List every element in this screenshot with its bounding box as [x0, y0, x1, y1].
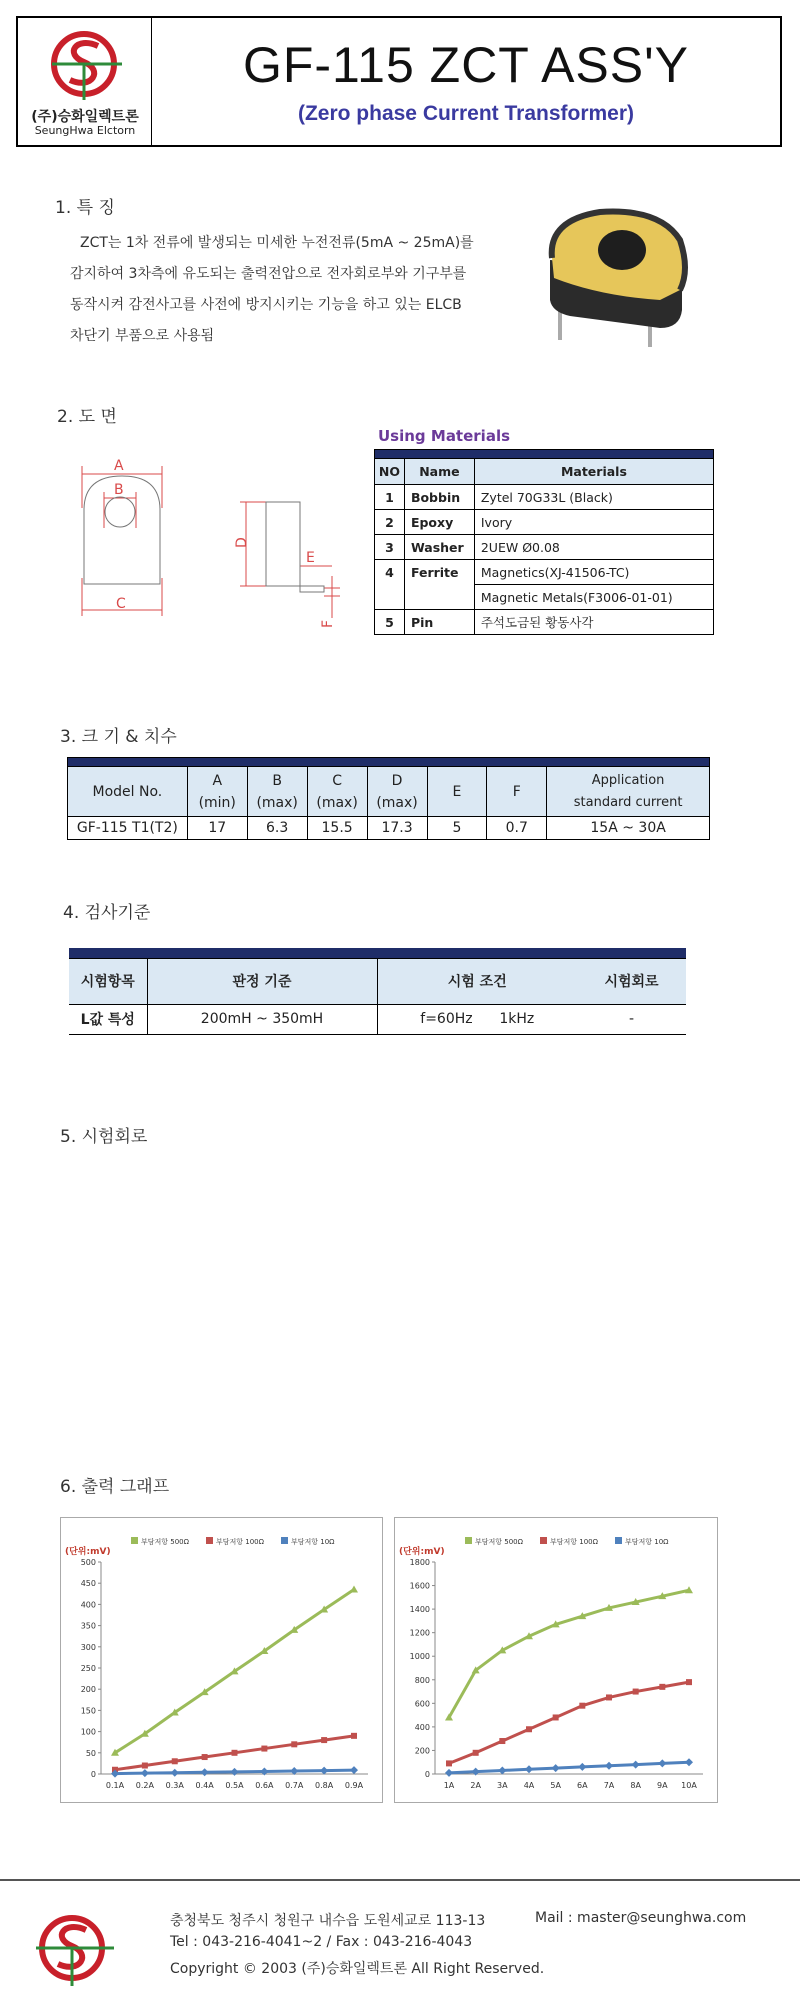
header-top: B — [272, 772, 282, 789]
series-line — [449, 1682, 689, 1763]
page-title: GF-115 ZCT ASS'Y — [242, 37, 690, 93]
x-tick-label: 10A — [681, 1781, 697, 1790]
cell: 2 — [375, 510, 405, 535]
section-title-inspection: 4. 검사기준 — [63, 903, 151, 923]
section-title-test-circuit: 5. 시험회로 — [60, 1127, 148, 1147]
cell: f=60Hz 1kHz — [377, 1004, 577, 1034]
column-header — [307, 767, 367, 817]
legend-swatch — [131, 1537, 138, 1544]
column-header: 시험항목 — [69, 958, 147, 1004]
cell: Ivory — [474, 510, 713, 535]
data-point — [632, 1761, 640, 1769]
features-line: 동작시켜 감전사고를 사전에 방지시키는 기능을 하고 있는 ELCB — [70, 297, 462, 313]
company-logo-icon — [46, 24, 126, 104]
table-row — [375, 535, 714, 560]
column-header — [187, 767, 247, 817]
features-line: ZCT는 1차 전류에 발생되는 미세한 누전전류(5mA ~ 25mA)를 — [80, 235, 474, 251]
y-tick-label: 800 — [414, 1675, 430, 1685]
chart-svg — [61, 1518, 382, 1802]
table-header-bar — [69, 948, 686, 958]
footer-copyright: Copyright © 2003 (주)승화일렉트론 All Right Reserved. — [170, 1961, 545, 1977]
section-title-features: 1. 특 징 — [55, 198, 115, 218]
data-point — [172, 1758, 178, 1764]
x-tick-label: 1A — [443, 1781, 455, 1790]
x-tick-label: 0.9A — [344, 1781, 364, 1790]
dimension-drawing — [70, 448, 360, 638]
data-point — [525, 1765, 533, 1773]
company-name-en: SeungHwa Elctorn — [34, 124, 136, 137]
dim-label-a: A — [114, 458, 124, 474]
data-point — [605, 1762, 613, 1770]
cell: Washer — [404, 535, 474, 560]
cell: Magnetic Metals(F3006-01-01) — [474, 585, 713, 610]
y-tick-label: 400 — [80, 1600, 96, 1610]
cell: 5 — [427, 817, 487, 840]
chart-unit-label: (단위:mV) — [399, 1547, 445, 1557]
x-tick-label: 6A — [577, 1781, 588, 1790]
x-tick-label: 0.8A — [315, 1781, 334, 1790]
data-point — [261, 1746, 267, 1752]
y-tick-label: 400 — [414, 1722, 430, 1732]
x-tick-label: 3A — [497, 1781, 508, 1790]
data-point — [350, 1766, 358, 1774]
data-point — [202, 1754, 208, 1760]
x-tick-label: 4A — [523, 1781, 535, 1790]
data-point — [291, 1741, 297, 1747]
data-point — [141, 1769, 149, 1777]
cell: Bobbin — [404, 485, 474, 510]
table-header-row — [68, 767, 710, 817]
cell: 15.5 — [307, 817, 367, 840]
header-top: Model No. — [92, 783, 163, 800]
cell: Epoxy — [404, 510, 474, 535]
data-point — [578, 1763, 586, 1771]
table-row — [375, 560, 714, 585]
y-tick-label: 200 — [414, 1746, 430, 1756]
legend-swatch — [465, 1537, 472, 1544]
x-tick-label: 2A — [470, 1781, 481, 1790]
data-point — [499, 1738, 505, 1744]
footer-mail-link[interactable]: Mail : master@seunghwa.com — [535, 1910, 747, 1926]
data-point — [201, 1768, 209, 1776]
data-point — [606, 1694, 612, 1700]
cell: 17.3 — [367, 817, 427, 840]
cell — [375, 585, 405, 610]
y-tick-label: 600 — [414, 1699, 430, 1709]
header-top: F — [512, 783, 521, 800]
data-point — [579, 1703, 585, 1709]
x-tick-label: 9A — [657, 1781, 668, 1790]
header-top: E — [452, 783, 462, 800]
chart-svg — [395, 1518, 717, 1802]
y-tick-label: 200 — [80, 1685, 96, 1695]
header-top: Application — [591, 772, 665, 788]
x-tick-label: 8A — [630, 1781, 641, 1790]
section-title-drawing: 2. 도 면 — [57, 407, 117, 427]
cell: 200mH ~ 350mH — [147, 1004, 377, 1034]
data-point — [320, 1767, 328, 1775]
dim-label-d: D — [234, 537, 250, 548]
table-header-row — [375, 459, 714, 485]
y-tick-label: 1600 — [409, 1581, 430, 1591]
data-point — [171, 1769, 179, 1777]
legend-swatch — [540, 1537, 547, 1544]
data-point — [498, 1766, 506, 1774]
data-point — [446, 1760, 452, 1766]
output-chart-low-current — [60, 1517, 383, 1803]
features-line: 차단기 부품으로 사용됨 — [70, 328, 215, 344]
materials-table — [374, 449, 714, 635]
column-header — [367, 767, 427, 817]
table-header-row — [69, 958, 686, 1004]
header-bottom: standard current — [573, 794, 683, 810]
y-tick-label: 250 — [80, 1664, 96, 1673]
legend-swatch — [281, 1537, 288, 1544]
x-tick-label: 7A — [603, 1781, 615, 1790]
cell: 17 — [187, 817, 247, 840]
y-tick-label: 100 — [80, 1727, 96, 1737]
column-header — [68, 767, 188, 817]
y-tick-label: 1400 — [409, 1605, 430, 1615]
column-header: 시험 조건 — [377, 958, 577, 1004]
legend-swatch — [206, 1537, 213, 1544]
table-row — [69, 1004, 686, 1034]
column-header: 판정 기준 — [147, 958, 377, 1004]
data-point — [232, 1750, 238, 1756]
cell: 15A ~ 30A — [547, 817, 710, 840]
cell: 주석도금된 황동사각 — [474, 610, 713, 635]
data-point — [685, 1758, 693, 1766]
y-tick-label: 350 — [80, 1621, 96, 1631]
data-point — [526, 1726, 532, 1732]
legend-entry: 부담저항 10Ω — [625, 1538, 669, 1546]
legend-entry: 부담저항 100Ω — [550, 1538, 598, 1546]
footer-divider — [0, 1879, 800, 1881]
y-tick-label: 450 — [80, 1579, 96, 1589]
data-point — [633, 1689, 639, 1695]
dimensions-table — [67, 757, 710, 840]
column-header — [427, 767, 487, 817]
y-tick-label: 500 — [80, 1558, 96, 1567]
cell: 0.7 — [487, 817, 547, 840]
column-header: 시험회로 — [577, 958, 686, 1004]
section-title-output-graph: 6. 출력 그래프 — [60, 1477, 170, 1497]
cell: 4 — [375, 560, 405, 585]
data-point — [142, 1763, 148, 1769]
materials-caption: Using Materials — [378, 427, 511, 445]
column-header: NO — [375, 459, 405, 485]
logo-cell — [18, 18, 152, 145]
y-tick-label: 300 — [80, 1642, 96, 1652]
header-bottom: (max) — [376, 794, 418, 811]
cell: 5 — [375, 610, 405, 635]
header-bottom: (min) — [198, 794, 236, 811]
data-point — [659, 1684, 665, 1690]
cell: 3 — [375, 535, 405, 560]
footer-address: 충청북도 청주시 청원구 내수읍 도원세교로 113-13 — [170, 1913, 486, 1929]
column-header — [247, 767, 307, 817]
cell: 6.3 — [247, 817, 307, 840]
table-header-bar — [68, 758, 710, 767]
cell: Zytel 70G33L (Black) — [474, 485, 713, 510]
cell: Pin — [404, 610, 474, 635]
inspection-table — [69, 948, 686, 1035]
data-point — [321, 1737, 327, 1743]
data-point — [231, 1768, 239, 1776]
column-header: Materials — [474, 459, 713, 485]
x-tick-label: 0.5A — [225, 1781, 244, 1790]
table-row — [375, 510, 714, 535]
dim-label-b: B — [114, 482, 124, 498]
y-tick-label: 150 — [80, 1706, 96, 1716]
x-tick-label: 5A — [550, 1781, 561, 1790]
section-title-dimensions: 3. 크 기 & 치수 — [60, 727, 177, 747]
table-header-bar — [375, 450, 714, 459]
column-header — [547, 767, 710, 817]
column-header: Name — [404, 459, 474, 485]
legend-entry: 부담저항 10Ω — [291, 1538, 335, 1546]
x-tick-label: 0.3A — [165, 1781, 184, 1790]
y-tick-label: 1000 — [409, 1652, 430, 1662]
cell: Ferrite — [404, 560, 474, 585]
features-line: 감지하여 3차측에 유도되는 출력전압으로 전자회로부와 기구부를 — [70, 266, 467, 282]
y-tick-label: 0 — [424, 1770, 430, 1779]
chart-unit-label: (단위:mV) — [65, 1547, 111, 1557]
product-photo — [540, 200, 690, 350]
header-top: D — [391, 772, 403, 789]
x-tick-label: 0.2A — [135, 1781, 154, 1790]
cell: L값 특성 — [69, 1004, 147, 1034]
y-tick-label: 1200 — [409, 1628, 430, 1638]
footer-logo-icon — [30, 1908, 116, 1988]
legend-entry: 부담저항 100Ω — [216, 1538, 264, 1546]
data-point — [686, 1679, 692, 1685]
data-point — [445, 1769, 453, 1777]
cell: - — [577, 1004, 686, 1034]
y-tick-label: 1800 — [409, 1558, 430, 1567]
y-tick-label: 50 — [85, 1748, 96, 1758]
header-top: A — [212, 772, 223, 789]
table-row — [375, 585, 714, 610]
legend-swatch — [615, 1537, 622, 1544]
data-point — [553, 1714, 559, 1720]
cell: GF-115 T1(T2) — [68, 817, 188, 840]
dim-label-e: E — [306, 550, 315, 566]
x-tick-label: 0.6A — [255, 1781, 274, 1790]
series-line — [449, 1590, 689, 1717]
page-subtitle: (Zero phase Current Transformer) — [297, 102, 635, 125]
header-top: C — [332, 772, 342, 789]
data-point — [351, 1733, 357, 1739]
x-tick-label: 0.4A — [195, 1781, 214, 1790]
data-point — [658, 1759, 666, 1767]
dim-label-c: C — [116, 596, 126, 612]
table-row — [375, 610, 714, 635]
cell: Magnetics(XJ-41506-TC) — [474, 560, 713, 585]
cell: 1 — [375, 485, 405, 510]
data-point — [473, 1750, 479, 1756]
header-bottom: (max) — [316, 794, 358, 811]
header-bottom: (max) — [256, 794, 298, 811]
table-row — [375, 485, 714, 510]
x-tick-label: 0.7A — [285, 1781, 304, 1790]
cell: 2UEW Ø0.08 — [474, 535, 713, 560]
legend-entry: 부담저항 500Ω — [475, 1538, 523, 1546]
output-chart-high-current — [394, 1517, 718, 1803]
title-block — [16, 16, 782, 147]
x-tick-label: 0.1A — [105, 1781, 125, 1790]
y-tick-label: 0 — [90, 1770, 96, 1779]
cell — [404, 585, 474, 610]
data-point — [552, 1764, 560, 1772]
table-row — [68, 817, 710, 840]
features-text — [70, 228, 510, 352]
data-point — [350, 1586, 358, 1593]
company-name-ko: (주)승화일렉트론 — [31, 109, 139, 125]
footer-phone: Tel : 043-216-4041~2 / Fax : 043-216-4043 — [170, 1934, 473, 1950]
legend-entry: 부담저항 500Ω — [141, 1538, 189, 1546]
dim-label-f: F — [320, 619, 336, 628]
series-line — [449, 1762, 689, 1773]
column-header — [487, 767, 547, 817]
